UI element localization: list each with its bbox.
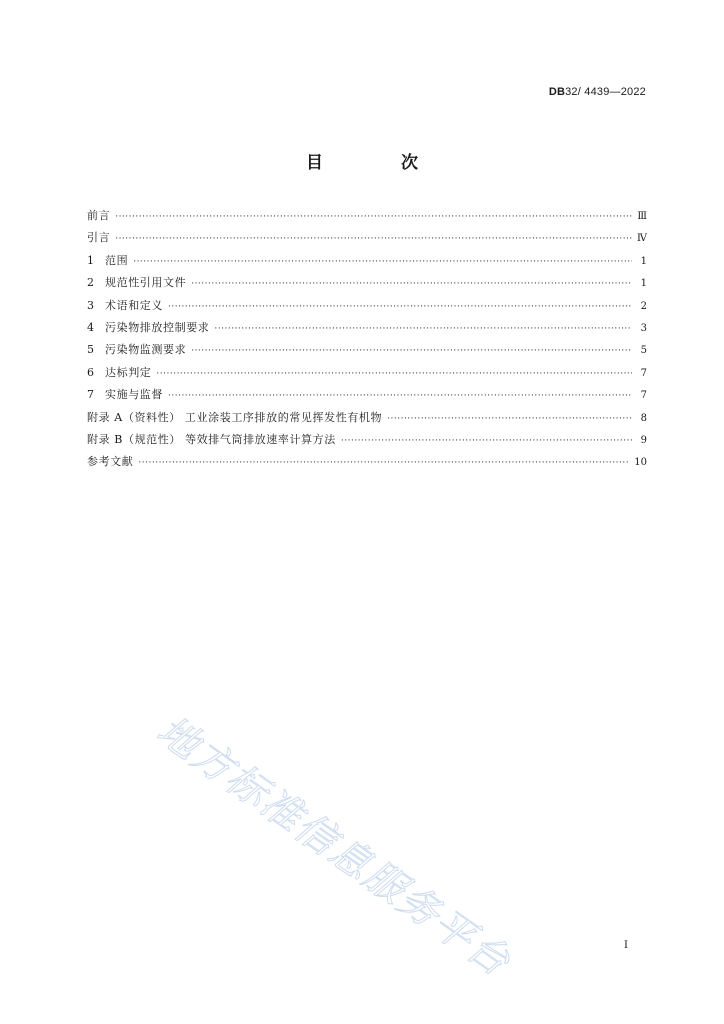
document-code-number: 32/ 4439—2022 — [565, 86, 646, 98]
document-code — [549, 86, 646, 98]
toc-leader-dots — [138, 452, 629, 474]
toc-label: 附录 B（规范性） 等效排气筒排放速率计算方法 — [87, 432, 336, 446]
toc-leader-dots — [191, 340, 632, 362]
toc-page-number: 7 — [640, 390, 647, 402]
toc-leader-dots — [115, 206, 632, 228]
toc-label: 附录 A（资料性） 工业涂装工序排放的常见挥发性有机物 — [87, 410, 383, 424]
table-of-contents — [87, 205, 647, 474]
toc-section-number: 7 — [87, 388, 94, 402]
toc-leader-dots — [156, 363, 632, 385]
toc-item-normative-references[interactable] — [87, 272, 647, 294]
toc-item-appendix-b[interactable] — [87, 429, 647, 451]
toc-page-number: 5 — [640, 345, 647, 357]
toc-item-introduction[interactable] — [87, 227, 647, 249]
toc-label: 范围 — [105, 253, 129, 267]
toc-page-number: 7 — [640, 367, 647, 379]
toc-page-number: 2 — [640, 300, 647, 312]
toc-leader-dots — [115, 228, 632, 250]
toc-item-implementation[interactable] — [87, 384, 647, 406]
toc-section-number: 3 — [87, 298, 94, 312]
watermark-text: 地方标准信息服务平台 — [148, 707, 519, 986]
toc-label: 引言 — [87, 231, 111, 245]
toc-item-compliance[interactable] — [87, 362, 647, 384]
toc-leader-dots — [168, 385, 632, 407]
toc-label: 参考文献 — [87, 455, 134, 469]
toc-label: 污染物排放控制要求 — [105, 320, 210, 334]
toc-item-emission-control[interactable] — [87, 317, 647, 339]
toc-page-number: Ⅲ — [637, 211, 647, 222]
toc-leader-dots — [133, 251, 632, 273]
toc-label: 达标判定 — [105, 365, 152, 379]
toc-page-number: 8 — [640, 412, 647, 424]
toc-page-number: 1 — [640, 278, 647, 290]
toc-page-number: Ⅳ — [637, 233, 647, 245]
toc-item-foreword[interactable] — [87, 205, 647, 227]
toc-item-appendix-a[interactable] — [87, 407, 647, 429]
toc-label: 前言 — [87, 209, 111, 222]
toc-page-number: 3 — [640, 322, 647, 334]
page-title: 目 次 — [306, 153, 454, 173]
toc-label: 实施与监督 — [105, 388, 163, 402]
toc-item-bibliography[interactable] — [87, 451, 647, 473]
toc-page-number: 9 — [640, 434, 647, 446]
toc-leader-dots — [387, 408, 632, 430]
toc-leader-dots — [168, 296, 632, 318]
toc-page-number: 1 — [640, 255, 647, 267]
page-number: I — [624, 940, 628, 951]
toc-item-terms-definitions[interactable] — [87, 295, 647, 317]
toc-item-scope[interactable] — [87, 250, 647, 272]
toc-leader-dots — [191, 273, 632, 295]
toc-label: 污染物监测要求 — [105, 343, 187, 357]
toc-item-monitoring[interactable] — [87, 339, 647, 361]
toc-section-number: 2 — [87, 276, 94, 290]
toc-label: 术语和定义 — [105, 298, 163, 312]
toc-leader-dots — [341, 430, 632, 452]
toc-label: 规范性引用文件 — [105, 276, 187, 290]
toc-page-number: 10 — [634, 457, 647, 469]
toc-section-number: 1 — [87, 253, 94, 267]
document-code-prefix: DB — [548, 86, 566, 98]
toc-section-number: 5 — [87, 343, 94, 357]
toc-section-number: 6 — [87, 365, 94, 379]
toc-leader-dots — [214, 318, 632, 340]
toc-section-number: 4 — [87, 320, 94, 334]
